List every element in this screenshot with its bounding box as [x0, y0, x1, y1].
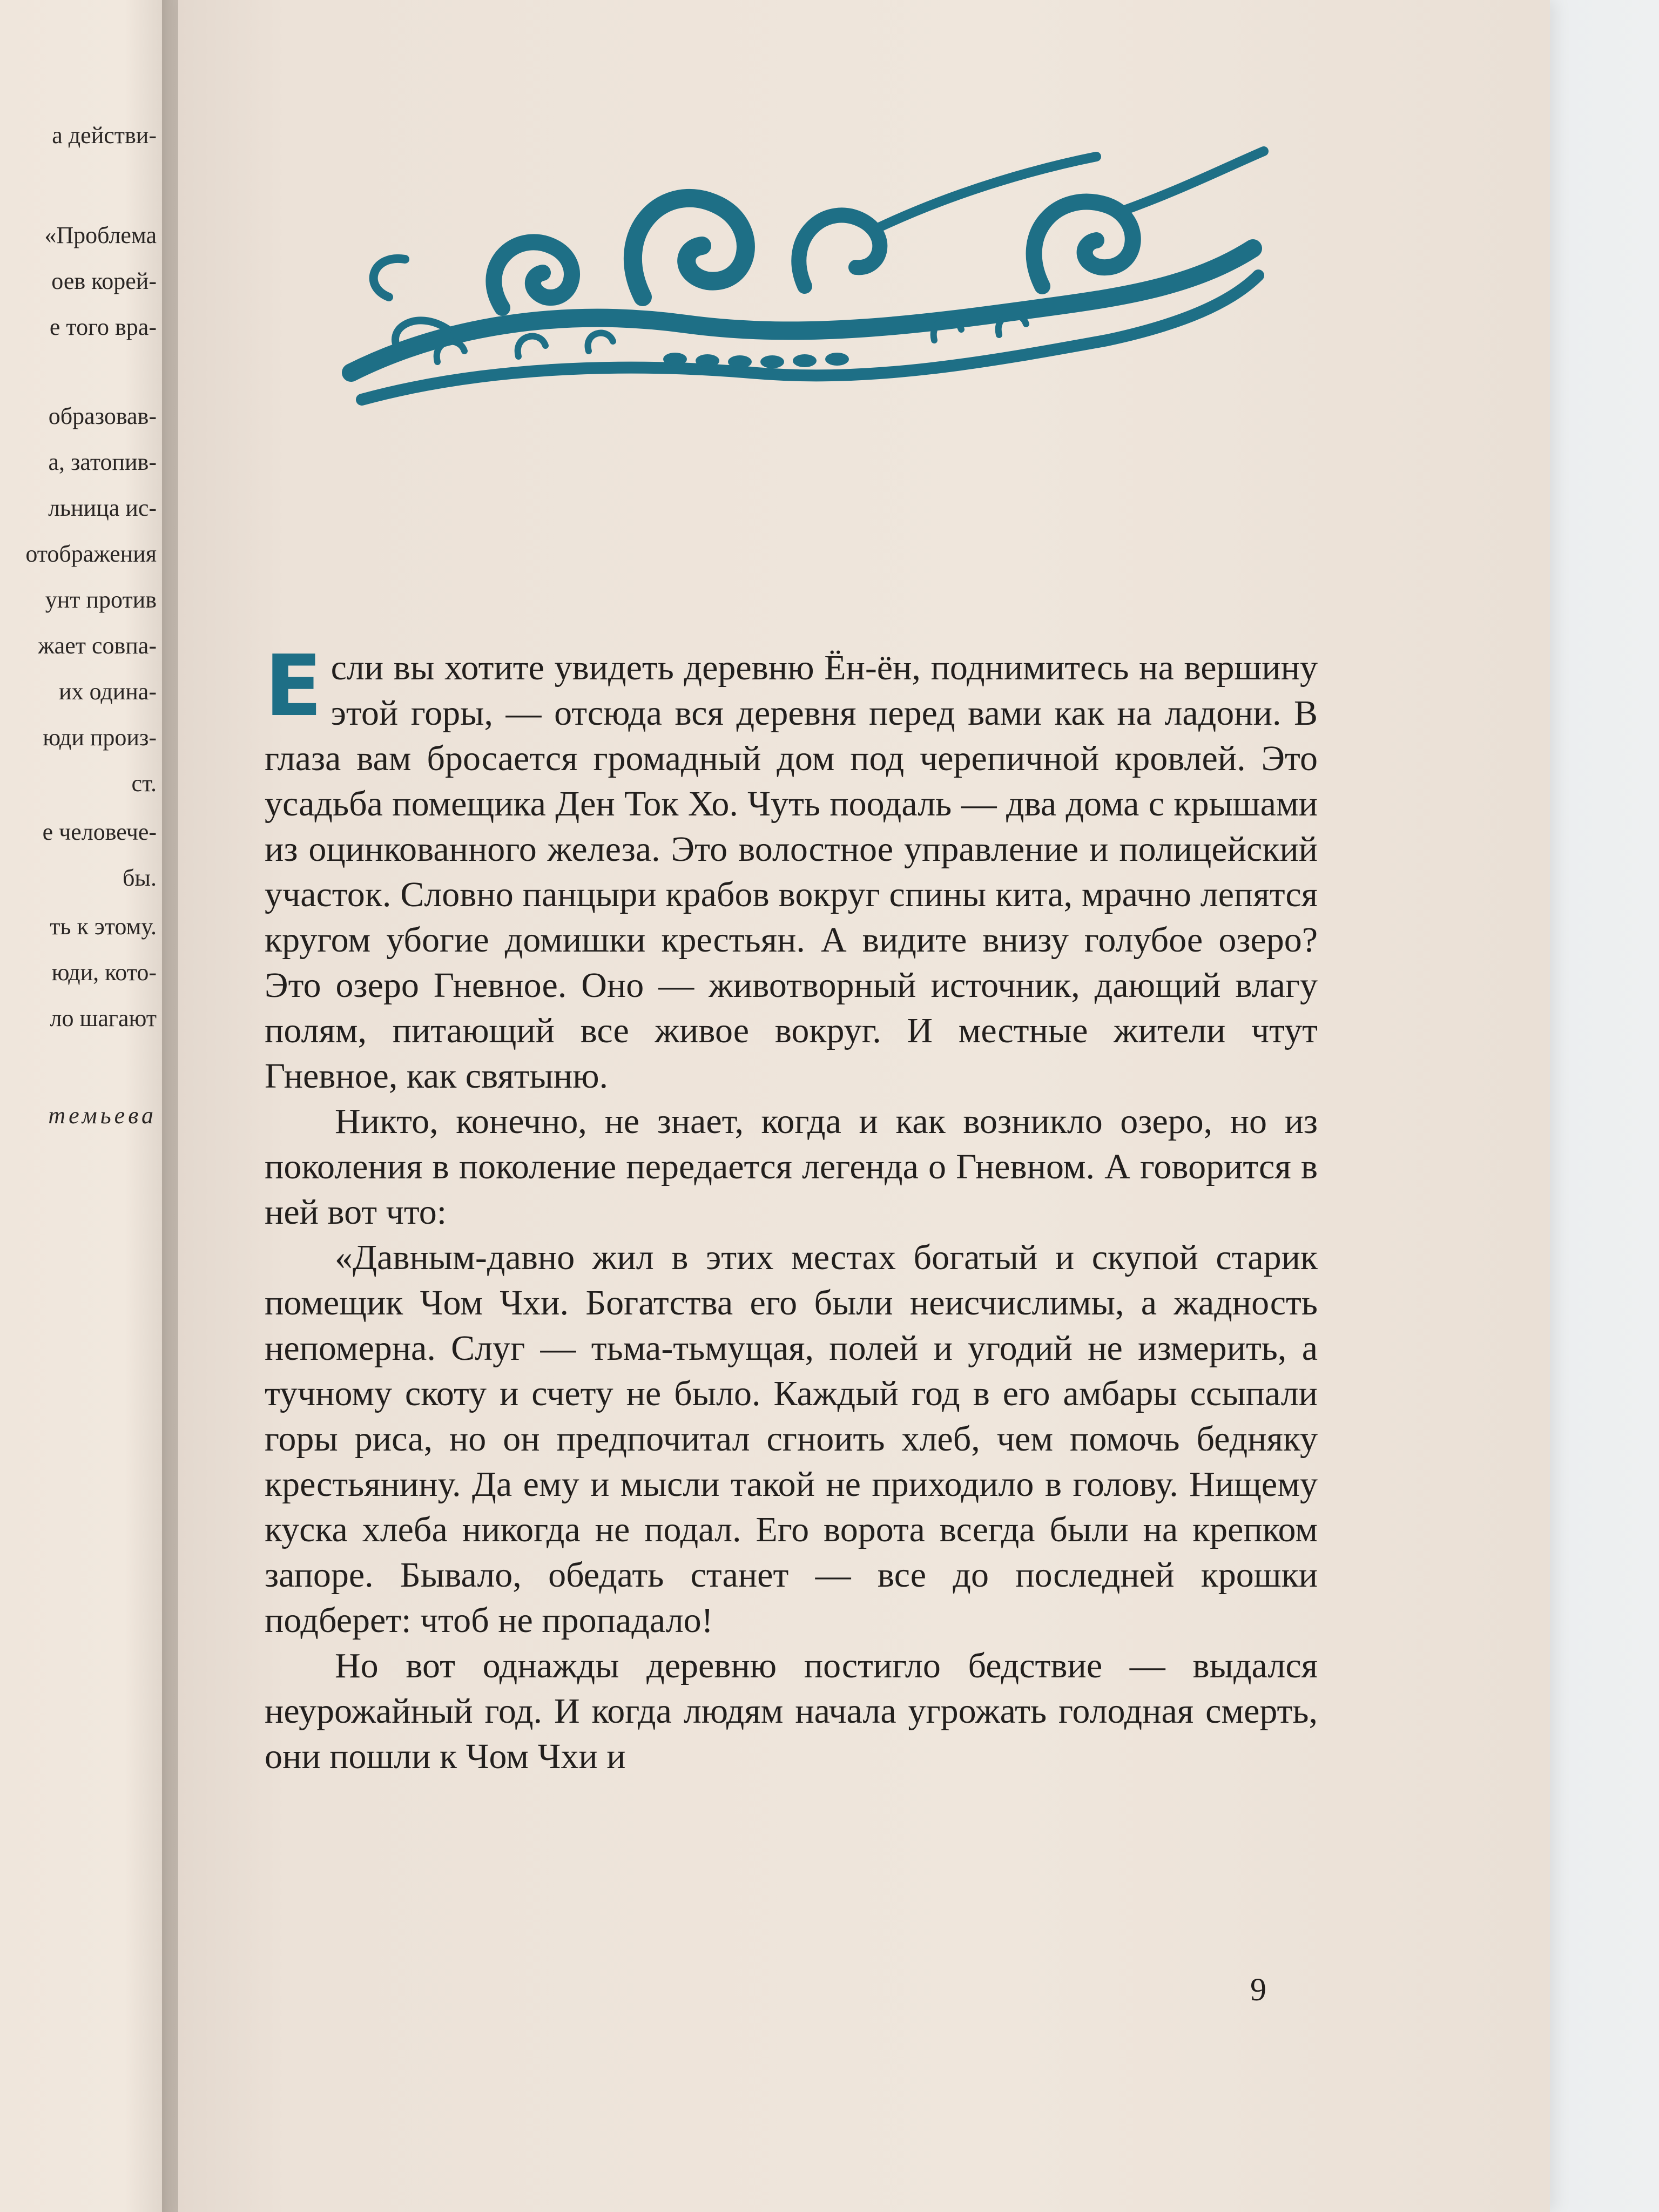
- drop-cap: Е: [265, 637, 322, 735]
- body-text: [265, 637, 1318, 1779]
- wave-ornament-icon: [340, 146, 1269, 416]
- left-page-line: отображения: [25, 541, 157, 567]
- left-page-line: ст.: [131, 770, 157, 797]
- left-page-line: юди, кото-: [51, 959, 157, 986]
- left-page-line: е того вра-: [49, 314, 157, 340]
- left-page-line: юди произ-: [43, 724, 157, 751]
- right-page: [178, 0, 1550, 2212]
- left-page-line: «Проблема: [44, 222, 157, 248]
- left-page-line: льница ис-: [48, 495, 157, 521]
- left-facing-page: [0, 0, 178, 2212]
- first-paragraph: [265, 637, 1318, 1099]
- left-page-line: темьева: [48, 1102, 157, 1129]
- left-page-line: оев корей-: [51, 268, 157, 294]
- left-page-line: а, затопив-: [48, 449, 157, 475]
- paragraph: Но вот однажды деревню постигло бедствие — выдался неурожайный год. И когда людям начала угрожать голодная смерть, они пошли к Чом Чхи и: [265, 1646, 1318, 1776]
- first-paragraph-text: сли вы хотите увидеть деревню Ён-ён, поднимитесь на вершину этой горы, — отсюда вся деревня перед вами как на ладони. В глаза вам бросается громадный дом под черепичной кровлей. Это усадьба помещика Ден Ток Хо. Чуть поодаль — два дома с крышами из оцинкованного железа. Это волостное управление и полицейский участок. Словно панцыри крабов вокруг спины кита, мрачно лепятся кругом убогие домишки крестьян. А видите внизу голубое озеро? Это озеро Гневное. Оно — животворный источник, дающий влагу полям, питающий все живое вокруг. И местные жители чтут Гневное, как святыню.: [265, 648, 1318, 1096]
- left-page-line: бы.: [123, 865, 157, 891]
- left-page-line: ть к этому.: [50, 913, 157, 940]
- left-page-line: е человече-: [42, 819, 157, 845]
- left-page-line: жает совпа-: [38, 632, 157, 659]
- page-number: 9: [1250, 1972, 1266, 2007]
- left-page-line: их одина-: [59, 678, 157, 705]
- left-page-line: образовав-: [48, 403, 157, 429]
- left-page-line: ло шагают: [50, 1005, 157, 1031]
- left-page-line: а действи-: [52, 122, 157, 149]
- paragraph: Никто, конечно, не знает, когда и как возникло озеро, но из поколения в поколение передается легенда о Гневном. А говорится в ней вот что:: [265, 1102, 1318, 1232]
- left-page-line: унт против: [45, 586, 157, 613]
- paragraph: «Давным-давно жил в этих местах богатый и скупой старик помещик Чом Чхи. Богатства его были неисчислимы, а жадность непомерна. Слуг — тьма-тьмущая, полей и угодий не измерить, а тучному скоту и счету не было. Каждый год в его амбары ссыпали горы риса, но он предпочитал сгноить хлеб, чем помочь бедняку крестьянину. Да ему и мысли такой не приходило в голову. Нищему куска хлеба никогда не подал. Его ворота всегда были на крепком запоре. Бывало, обедать станет — все до последней крошки подберет: чтоб не пропадало!: [265, 1238, 1318, 1640]
